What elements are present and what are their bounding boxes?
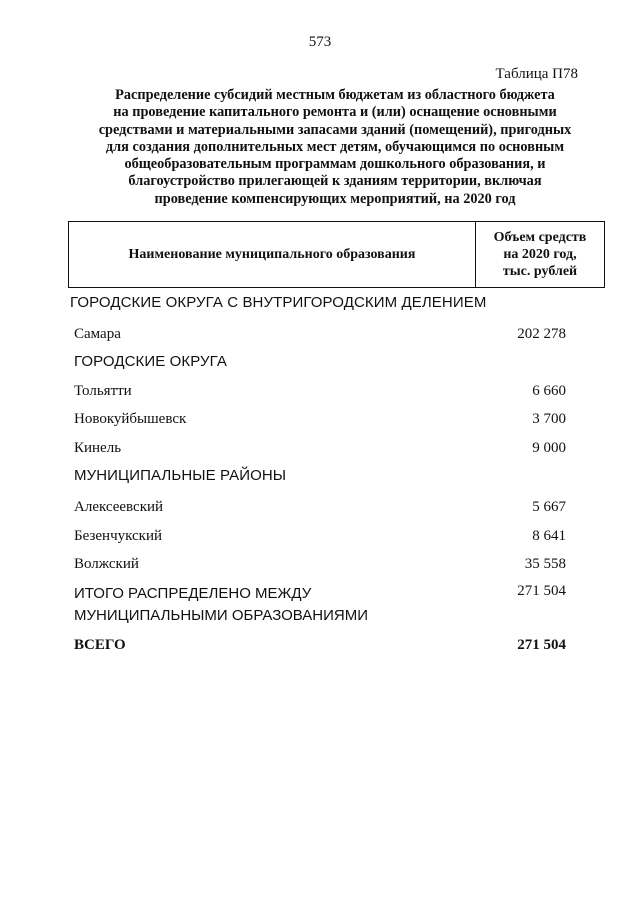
header-value-cell: Объем средств на 2020 год, тыс. рублей — [493, 230, 587, 279]
title-line: средствами и материальными запасами зданий (помещений), пригодных — [98, 121, 572, 138]
page-number: 573 — [308, 34, 332, 50]
row-value: 3 700 — [532, 411, 566, 427]
row-name: Алексеевский — [74, 499, 164, 515]
row-value: 202 278 — [517, 326, 566, 342]
row-value: 6 660 — [532, 383, 566, 399]
header-name-cell: Наименование муниципального образования — [69, 222, 476, 287]
title-line: проведение компенсирующих мероприятий, на 2020 год — [154, 190, 516, 207]
title-line: на проведение капитального ремонта и (или) оснащение основными — [113, 104, 557, 121]
table-title — [70, 87, 600, 208]
section-label: МУНИЦИПАЛЬНЫЕ РАЙОНЫ — [74, 467, 287, 484]
table-header — [68, 221, 605, 288]
row-name: Кинель — [74, 440, 122, 456]
row-value: 5 667 — [532, 499, 566, 515]
title-line: для создания дополнительных мест детям, обучающимся по основным — [105, 138, 565, 155]
row-value: 35 558 — [524, 556, 566, 572]
row-name: Новокуйбышевск — [74, 411, 187, 427]
title-line: Распределение субсидий местным бюджетам из областного бюджета — [115, 87, 555, 103]
row-name: Безенчукский — [74, 528, 163, 544]
table-id: Таблица П78 — [495, 66, 578, 82]
section-label: ГОРОДСКИЕ ОКРУГА С ВНУТРИГОРОДСКИМ ДЕЛЕНИЕМ — [70, 294, 487, 311]
grand-total-value: 271 504 — [517, 637, 566, 653]
section-label: ГОРОДСКИЕ ОКРУГА — [74, 353, 227, 370]
row-value: 9 000 — [532, 440, 566, 456]
title-line: общеобразовательным программам дошкольного образования, и — [124, 156, 546, 173]
row-name: Тольятти — [74, 383, 132, 399]
total-value: 271 504 — [517, 583, 566, 599]
grand-total-label: ВСЕГО — [74, 637, 126, 653]
row-value: 8 641 — [532, 528, 566, 544]
row-name: Самара — [74, 326, 121, 342]
title-line: благоустройство прилегающей к зданиям территории, включая — [128, 173, 542, 190]
total-label: ИТОГО РАСПРЕДЕЛЕНО МЕЖДУ МУНИЦИПАЛЬНЫМИ ОБРАЗОВАНИЯМИ — [74, 585, 369, 624]
row-name: Волжский — [74, 556, 139, 572]
